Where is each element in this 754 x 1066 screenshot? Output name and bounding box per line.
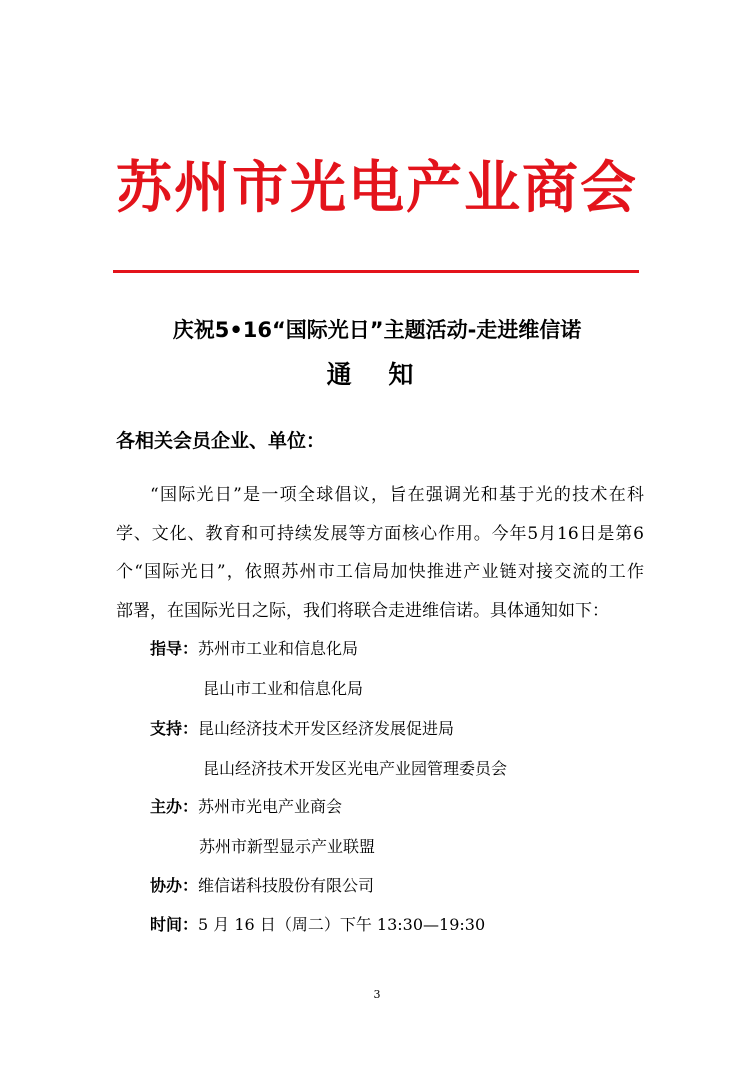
paragraph-line: 部署，在国际光日之际，我们将联合走进维信诺。具体通知如下： — [116, 601, 609, 622]
support-value: 昆山经济技术开发区光电产业园管理委员会 — [203, 759, 508, 778]
co-organizer-label: 协办： — [150, 876, 199, 895]
guidance-row-2 — [203, 679, 363, 698]
co-organizer-value: 维信诺科技股份有限公司 — [198, 876, 375, 895]
salutation: 各相关会员企业、单位： — [116, 430, 326, 452]
org-title: 苏州市光电产业商会 — [116, 155, 638, 221]
red-divider — [113, 270, 639, 273]
host-row — [150, 797, 342, 816]
time-label: 时间： — [150, 915, 199, 934]
support-value: 昆山经济技术开发区经济发展促进局 — [198, 719, 455, 738]
support-label: 支持： — [150, 719, 199, 738]
page-number: 3 — [373, 988, 381, 1001]
support-row-2 — [203, 759, 507, 778]
notice-subtitle: 通 知 — [326, 360, 428, 389]
guidance-value: 昆山市工业和信息化局 — [203, 679, 364, 698]
notice-title: 庆祝5•16“国际光日”主题活动-走进维信诺 — [172, 318, 582, 342]
guidance-value: 苏州市工业和信息化局 — [198, 639, 359, 658]
time-row — [150, 915, 485, 934]
paragraph-line: 学、文化、教育和可持续发展等方面核心作用。今年5月16日是第6 — [116, 523, 644, 544]
host-row-2 — [199, 837, 375, 856]
paragraph-line: 个“国际光日”，依照苏州市工信局加快推进产业链对接交流的工作 — [116, 562, 644, 583]
guidance-label: 指导： — [150, 639, 199, 658]
support-row — [150, 719, 454, 738]
body-paragraph — [116, 476, 644, 631]
host-value: 苏州市光电产业商会 — [198, 797, 343, 816]
host-value: 苏州市新型显示产业联盟 — [199, 837, 376, 856]
co-organizer-row — [150, 876, 374, 895]
guidance-row — [150, 639, 358, 658]
host-label: 主办： — [150, 797, 199, 816]
time-value: 5 月 16 日（周二）下午 13:30—19:30 — [198, 915, 486, 934]
paragraph-line: “国际光日”是一项全球倡议，旨在强调光和基于光的技术在科 — [150, 485, 644, 505]
